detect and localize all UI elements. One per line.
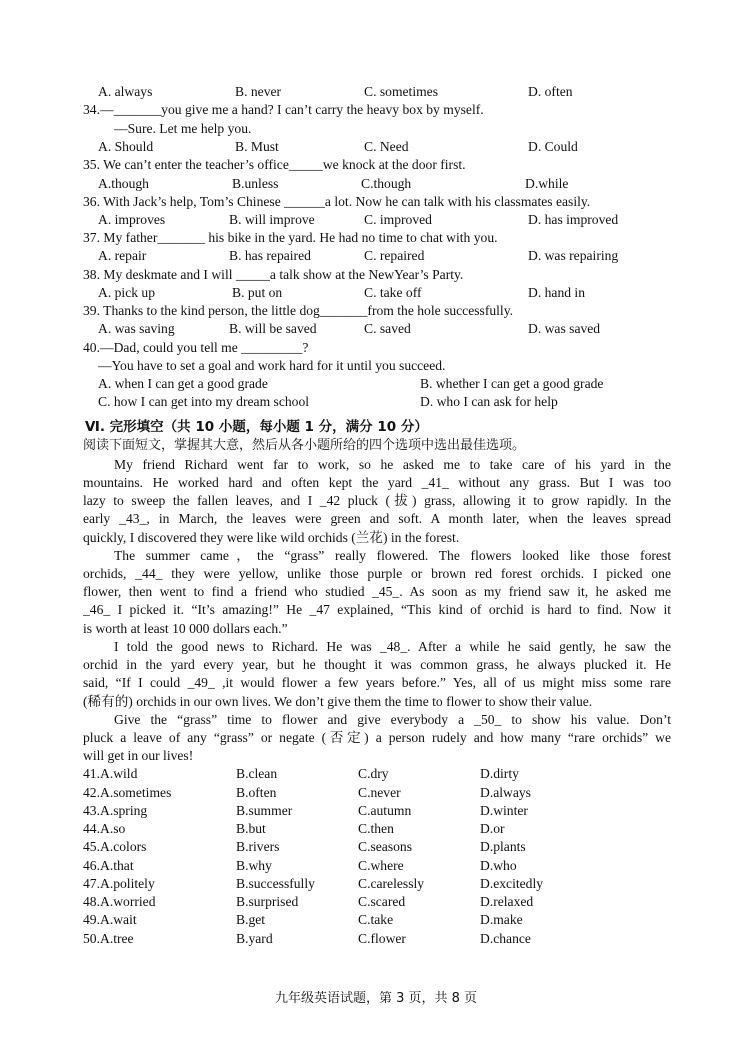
option-label: 47.A.politely bbox=[83, 876, 155, 891]
option: C.flower bbox=[358, 931, 406, 946]
passage-line: The summer came，the “grass” really flowered. The flowers looked like those forest bbox=[114, 548, 671, 563]
option: D.relaxed bbox=[480, 894, 534, 909]
passage-line: Give the “grass” time to flower and give everybody a _50_ to show his value. Don’t bbox=[114, 712, 671, 727]
option-label: 50.A.tree bbox=[83, 931, 134, 946]
passage-line: _46_ I picked it. “It’s amazing!” He _47 explained, “This kind of orchid is hard to find. Now it bbox=[83, 602, 671, 617]
option: B. whether I can get a good grade bbox=[420, 376, 604, 391]
option: B.summer bbox=[236, 803, 293, 818]
passage-line: lazy to sweep the fallen leaves, and I _42 pluck (拔) grass, allowing it to grow rapidly. In the bbox=[83, 493, 671, 508]
option: C. saved bbox=[364, 321, 411, 336]
option: C. take off bbox=[364, 285, 422, 300]
passage-line: I told the good news to Richard. He was _48_. After a while he said gently, he saw the bbox=[114, 639, 671, 654]
option: D. Could bbox=[528, 139, 578, 154]
passage-line: said, “If I could _49_ ,it would flower a few years before.” Yes, all of us might miss some rare bbox=[83, 675, 671, 690]
option: B.often bbox=[236, 785, 277, 800]
option: A. improves bbox=[98, 212, 166, 227]
passage-line: (稀有的) orchids in our own lives. We don’t give them the time to flower to show their value. bbox=[83, 694, 593, 709]
option: A. when I can get a good grade bbox=[98, 376, 268, 391]
option: C.seasons bbox=[358, 839, 412, 854]
option-label: 42.A.sometimes bbox=[83, 785, 172, 800]
option: C.scared bbox=[358, 894, 406, 909]
option-label: 46.A.that bbox=[83, 858, 134, 873]
option: D.dirty bbox=[480, 766, 519, 781]
option: B.clean bbox=[236, 766, 278, 781]
option: D. often bbox=[528, 84, 573, 99]
option: B. will improve bbox=[229, 212, 315, 227]
option: C.never bbox=[358, 785, 401, 800]
option: C. sometimes bbox=[364, 84, 439, 99]
option: C. how I can get into my dream school bbox=[98, 394, 310, 409]
option: D.chance bbox=[480, 931, 531, 946]
option: A. repair bbox=[98, 248, 147, 263]
option: D. was repairing bbox=[528, 248, 619, 263]
option: D.winter bbox=[480, 803, 528, 818]
option: A. was saving bbox=[98, 321, 175, 336]
option: B.but bbox=[236, 821, 266, 836]
option-label: 49.A.wait bbox=[83, 912, 137, 927]
option: B.unless bbox=[232, 176, 279, 191]
option: A. pick up bbox=[98, 285, 156, 300]
option: C. Need bbox=[364, 139, 409, 154]
option: D.excitedly bbox=[480, 876, 544, 891]
option: D.who bbox=[480, 858, 517, 873]
option: C.dry bbox=[358, 766, 389, 781]
option: B. put on bbox=[232, 285, 283, 300]
section-instruction: 阅读下面短文，掌握其大意，然后从各小题所给的四个选项中选出最佳选项。 bbox=[83, 438, 526, 453]
option: A. always bbox=[98, 84, 153, 99]
option: C.carelessly bbox=[358, 876, 425, 891]
option-label: 44.A.so bbox=[83, 821, 126, 836]
passage-line: is worth at least 10 000 dollars each.” bbox=[83, 621, 288, 636]
passage-line: quickly, I discovered they were like wild orchids (兰花) in the forest. bbox=[83, 530, 460, 545]
passage-line: early _43_, in March, the leaves were green and soft. A month later, when the leaves spread bbox=[83, 511, 671, 526]
page-footer: 九年级英语试题，第 3 页，共 8 页 bbox=[274, 991, 478, 1006]
option: D. hand in bbox=[528, 285, 586, 300]
option: B. Must bbox=[235, 139, 279, 154]
passage-line: flower, then went to find a friend who studied _45_. As soon as my friend saw it, he asked me bbox=[83, 584, 671, 599]
passage-line: will get in our lives! bbox=[83, 748, 194, 763]
option: D.while bbox=[525, 176, 569, 191]
option: B. has repaired bbox=[229, 248, 311, 263]
option: B. never bbox=[235, 84, 282, 99]
option: C.autumn bbox=[358, 803, 412, 818]
passage-line: My friend Richard went far to work, so he asked me to take care of his yard in the bbox=[114, 457, 671, 472]
passage-line: mountains. He worked hard and often kept the yard _41_ without any grass. But I was too bbox=[83, 475, 671, 490]
option: D. who I can ask for help bbox=[420, 394, 558, 409]
option: A. Should bbox=[98, 139, 154, 154]
option: A.though bbox=[98, 176, 149, 191]
passage-line: pluck a leave of any “grass” or negate (否定) a person rudely and how many “rare orchids” we bbox=[83, 730, 671, 745]
option: C.take bbox=[358, 912, 394, 927]
option: C.then bbox=[358, 821, 394, 836]
option-label: 45.A.colors bbox=[83, 839, 147, 854]
option: C. improved bbox=[364, 212, 432, 227]
option: B.rivers bbox=[236, 839, 280, 854]
option-label: 41.A.wild bbox=[83, 766, 138, 781]
passage-line: orchid in the yard every year, but he thought it was common grass, he always plucked it. He bbox=[83, 657, 671, 672]
option: D.always bbox=[480, 785, 531, 800]
option: D.make bbox=[480, 912, 523, 927]
option: D. has improved bbox=[528, 212, 619, 227]
section-title: Ⅵ. 完形填空（共 10 小题，每小题 1 分，满分 10 分） bbox=[85, 419, 428, 435]
option: C.though bbox=[361, 176, 412, 191]
option-label: 43.A.spring bbox=[83, 803, 148, 818]
option: C.where bbox=[358, 858, 404, 873]
option: B.get bbox=[236, 912, 266, 927]
option: B.why bbox=[236, 858, 272, 873]
passage-line: orchids, _44_ they were yellow, unlike those purple or brown red forest orchids. I picked one bbox=[83, 566, 671, 581]
option: D.or bbox=[480, 821, 505, 836]
option: B.surprised bbox=[236, 894, 299, 909]
option: B. will be saved bbox=[229, 321, 317, 336]
option: D.plants bbox=[480, 839, 526, 854]
option: B.yard bbox=[236, 931, 273, 946]
option: D. was saved bbox=[528, 321, 601, 336]
option: C. repaired bbox=[364, 248, 425, 263]
option: B.successfully bbox=[236, 876, 315, 891]
option-label: 48.A.worried bbox=[83, 894, 156, 909]
